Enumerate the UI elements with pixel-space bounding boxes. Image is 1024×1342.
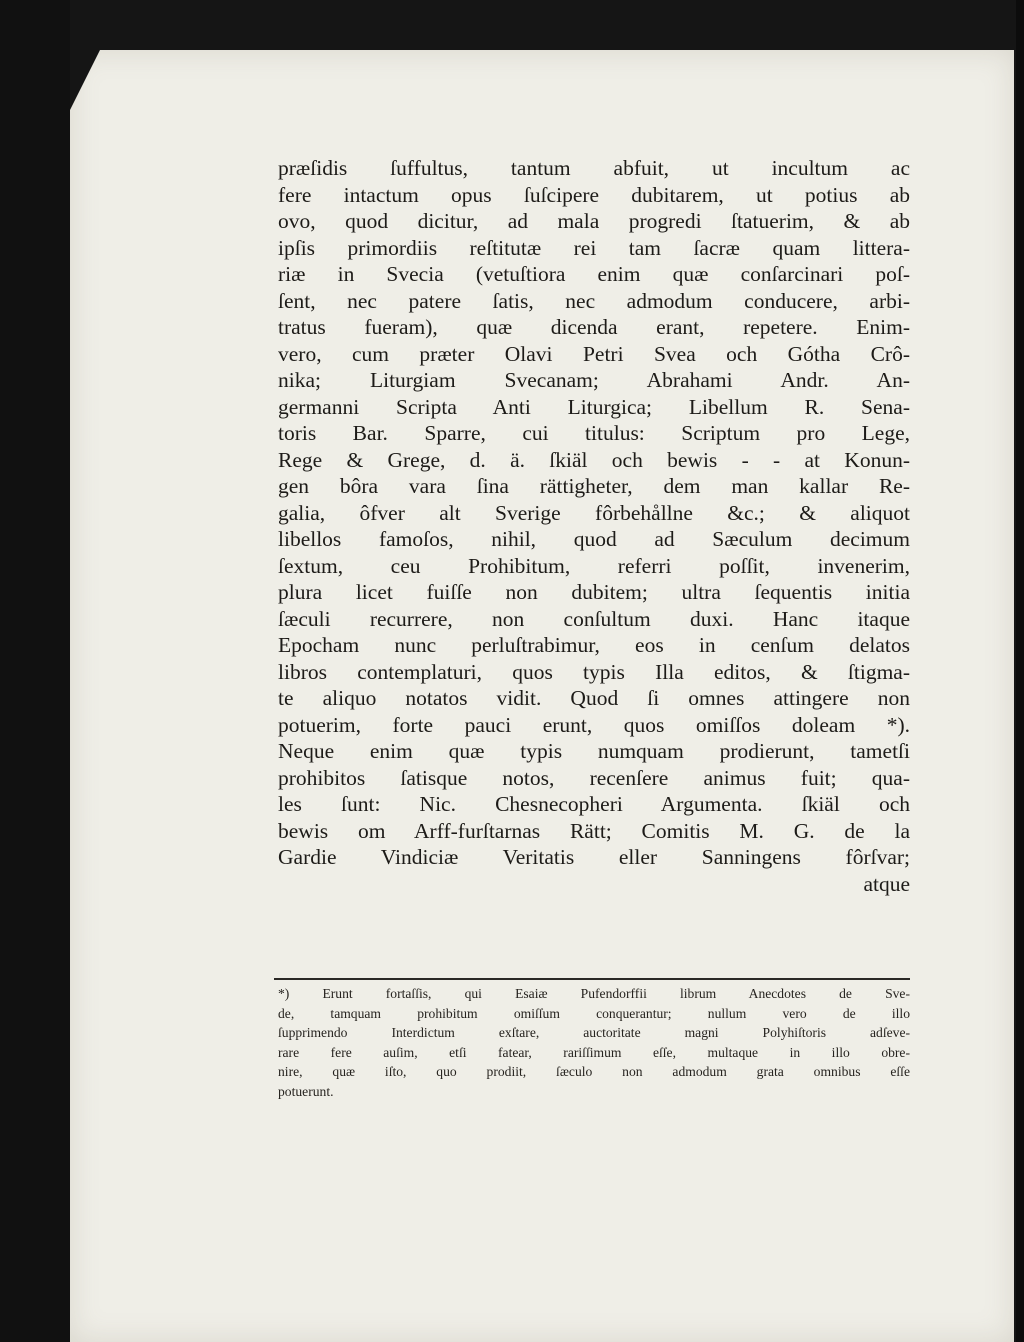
text-line: potuerim, forte pauci erunt, quos omiſſos doleam *). <box>278 712 910 737</box>
catchword: atque <box>863 871 910 896</box>
text-line: galia, ôfver alt Sverige fôrbehållne &c.; & aliquot <box>278 500 910 525</box>
footnote-line: nire, quæ iſto, quo prodiit, ſæculo non admodum grata omnibus eſſe <box>278 1064 910 1079</box>
text-line: ſent, nec patere ſatis, nec admodum conducere, arbi- <box>278 288 910 313</box>
text-line: vero, cum præter Olavi Petri Svea och Gótha Crô- <box>278 341 910 366</box>
text-line: tratus fueram), quæ dicenda erant, repetere. Enim- <box>278 315 910 339</box>
text-line: prohibitos ſatisque notos, recenſere animus fuit; qua- <box>278 765 910 790</box>
text-line: Neque enim quæ typis numquam prodierunt, tametſi <box>278 739 910 763</box>
text-line: libellos famoſos, nihil, quod ad Sæculum decimum <box>278 527 910 551</box>
text-line: bewis om Arff-furſtarnas Rätt; Comitis M. G. de la <box>278 818 910 843</box>
text-line: ipſis primordiis reſtitutæ rei tam ſacræ quam littera- <box>278 235 910 260</box>
footnote-divider <box>274 978 910 980</box>
text-line: Rege & Grege, d. ä. ſkiäl och bewis - - at Konun- <box>278 447 910 472</box>
scan-background-left <box>0 0 70 1342</box>
text-line: riæ in Svecia (vetuſtiora enim quæ conſarcinari poſ- <box>278 262 910 286</box>
book-page <box>70 50 1014 1342</box>
text-line: præſidis ſuffultus, tantum abfuit, ut incultum ac <box>278 156 910 180</box>
footnote-line: *) Erunt fortaſſis, qui Esaiæ Pufendorffii librum Anecdotes de Sve- <box>278 986 910 1001</box>
footnote-line: de, tamquam prohibitum omiſſum conquerantur; nullum vero de illo <box>278 1005 910 1021</box>
footnote-line: rare fere auſim, etſi fatear, rariſſimum eſſe, multaque in illo obre- <box>278 1044 910 1060</box>
text-line: fere intactum opus ſuſcipere dubitarem, ut potius ab <box>278 182 910 207</box>
text-line: gen bôra vara ſina rättigheter, dem man kallar Re- <box>278 474 910 498</box>
text-line: toris Bar. Sparre, cui titulus: Scriptum pro Lege, <box>278 421 910 445</box>
text-line: ſextum, ceu Prohibitum, referri poſſit, invenerim, <box>278 553 910 578</box>
main-text <box>278 155 910 897</box>
page-corner-fold <box>70 50 100 110</box>
footnote-line: potuerunt. <box>278 1083 334 1099</box>
text-line: nika; Liturgiam Svecanam; Abrahami Andr. An- <box>278 368 910 392</box>
footnote <box>278 984 910 1101</box>
text-line: ſæculi recurrere, non conſultum duxi. Hanc itaque <box>278 606 910 631</box>
text-line: Gardie Vindiciæ Veritatis eller Sanningens fôrſvar; <box>278 845 910 869</box>
text-line: germanni Scripta Anti Liturgica; Libellum R. Sena- <box>278 394 910 419</box>
text-line: Epocham nunc perluſtrabimur, eos in cenſum delatos <box>278 633 910 657</box>
text-line: plura licet fuiſſe non dubitem; ultra ſequentis initia <box>278 580 910 604</box>
text-line: libros contemplaturi, quos typis Illa editos, & ſtigma- <box>278 659 910 684</box>
scan-background-right <box>1016 0 1024 1342</box>
text-line: les ſunt: Nic. Chesnecopheri Argumenta. ſkiäl och <box>278 792 910 816</box>
footnote-line: ſupprimendo Interdictum exſtare, auctoritate magni Polyhiſtoris adſeve- <box>278 1025 910 1040</box>
text-line: te aliquo notatos vidit. Quod ſi omnes attingere non <box>278 686 910 710</box>
text-line: ovo, quod dicitur, ad mala progredi ſtatuerim, & ab <box>278 209 910 233</box>
